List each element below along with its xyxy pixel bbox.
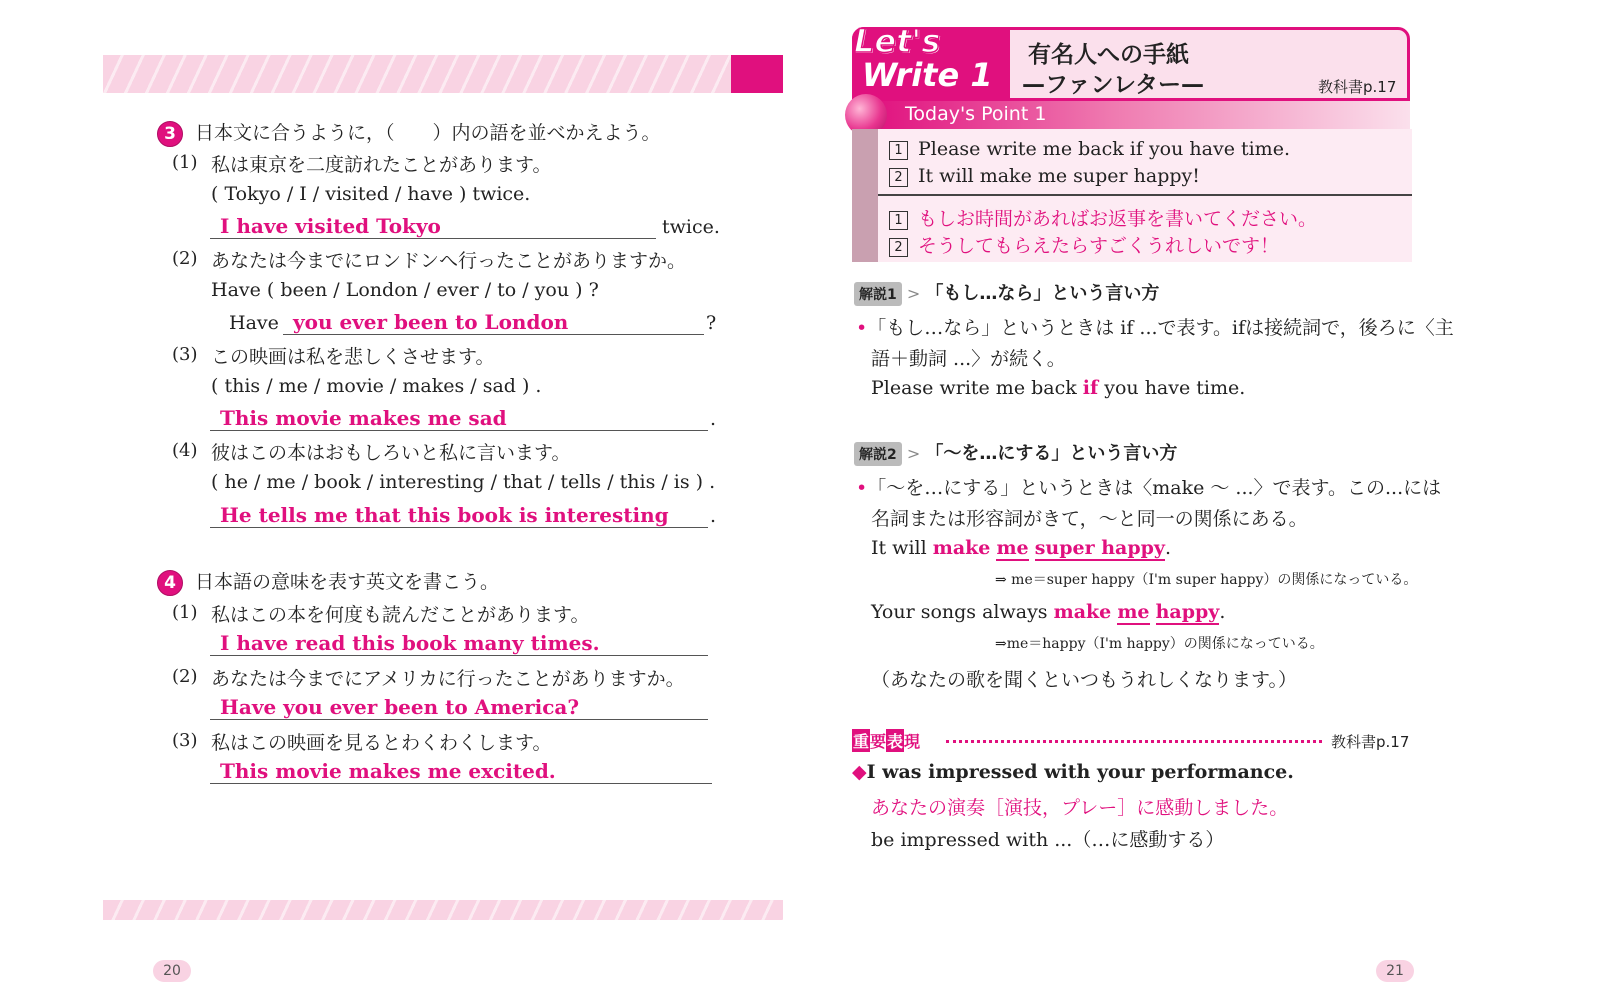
item-japanese: 私はこの映画を見るとわくわくします。 — [211, 732, 552, 754]
item-japanese: あなたは今までにアメリカに行ったことがありますか。 — [211, 668, 685, 690]
chevron-right-icon: > — [906, 444, 921, 463]
kaisetsu-2-bullet-cont: 名詞または形容詞がきて，～と同一の関係にある。 — [871, 508, 1308, 530]
answer-line — [283, 308, 704, 335]
item-japanese: 私はこの本を何度も読んだことがあります。 — [211, 604, 590, 626]
answer-line — [210, 757, 712, 784]
example-complement — [1035, 537, 1165, 561]
chevron-right-icon: > — [906, 284, 921, 303]
point-label: Today's Point 1 — [905, 103, 1047, 125]
kaisetsu-title: 「もし…なら」という言い方 — [925, 283, 1160, 304]
item-words: ( this / me / movie / makes / sad ) . — [211, 375, 542, 397]
point-sidebar — [852, 129, 878, 262]
item-words: Have ( been / London / ever / to / you ) ? — [211, 279, 599, 301]
important-sentence-text: I was impressed with your performance. — [866, 761, 1294, 783]
item-japanese: 彼はこの本はおもしろいと私に言います。 — [211, 442, 571, 464]
important-heading — [852, 729, 920, 752]
point-text: もしお時間があればお返事を書いてください。 — [918, 208, 1318, 230]
important-char: 現 — [904, 732, 921, 751]
lesson-logo-line1: Let's — [854, 22, 941, 60]
kaisetsu-title: 「～を…にする」という言い方 — [925, 443, 1178, 464]
example-text: Your songs always — [871, 601, 1054, 623]
page-number: 21 — [1376, 960, 1414, 982]
top-decor-band — [103, 55, 731, 93]
example-text: Please write me back — [871, 377, 1083, 399]
answer-line — [210, 629, 708, 656]
kaisetsu-2-translation: （あなたの歌を聞くといつもうれしくなります。） — [871, 669, 1297, 691]
important-japanese: あなたの演奏［演技，プレー］に感動しました。 — [871, 797, 1289, 819]
item-number: (3) — [172, 730, 198, 751]
item-japanese: あなたは今までにロンドンへ行ったことがありますか。 — [211, 250, 687, 272]
lesson-subtitle: —ファンレター— — [1022, 72, 1205, 98]
kaisetsu-2-note-1: ⇒ me＝super happy（I'm super happy）の関係になっている。 — [995, 572, 1418, 588]
point-divider — [878, 194, 1412, 196]
answer-text: Have you ever been to America? — [220, 695, 580, 719]
answer-text: He tells me that this book is interesting — [220, 503, 669, 527]
kaisetsu-2-example-2 — [871, 601, 1225, 623]
important-sentence — [852, 761, 1294, 783]
kaisetsu-tag: 解説2 — [854, 442, 902, 466]
diamond-icon: ◆ — [852, 761, 867, 783]
kaisetsu-1-heading — [854, 279, 1159, 306]
answer-line — [210, 212, 656, 239]
point-text: そうしてもらえたらすごくうれしいです！ — [918, 235, 1280, 257]
point-text: Please write me back if you have time. — [918, 138, 1290, 160]
example-complement — [1156, 601, 1220, 625]
answer-text: I have visited Tokyo — [220, 214, 441, 238]
answer-text: you ever been to London — [293, 310, 569, 334]
exercise-number: 3 — [157, 121, 183, 147]
important-dotted-rule — [946, 740, 1322, 743]
example-verb: make — [1053, 601, 1112, 623]
point-text: It will make me super happy! — [918, 165, 1200, 187]
kaisetsu-2-bullet — [856, 473, 1441, 500]
kaisetsu-1-bullet-cont: 語＋動詞 ...〉が続く。 — [871, 348, 1066, 370]
important-char: 重 — [852, 729, 870, 752]
example-text: you have time. — [1098, 377, 1246, 399]
kaisetsu-2-heading — [854, 439, 1177, 466]
point-number: 2 — [889, 238, 908, 257]
answer-suffix: ? — [706, 312, 717, 334]
example-text: It will — [871, 537, 933, 559]
answer-text: I have read this book many times. — [220, 631, 600, 655]
example-object — [996, 537, 1028, 561]
answer-line — [210, 501, 708, 528]
kaisetsu-tag: 解説1 — [854, 282, 902, 306]
answer-line — [210, 404, 708, 431]
example-complement-text: happy — [1155, 601, 1220, 623]
textbook-ref: 教科書p.17 — [1318, 78, 1397, 96]
answer-text: This movie makes me excited. — [220, 759, 556, 783]
item-words: ( Tokyo / I / visited / have ) twice. — [211, 183, 531, 205]
answer-prefix: Have — [229, 312, 279, 334]
item-japanese: 私は東京を二度訪れたことがあります。 — [211, 154, 552, 176]
point-number: 1 — [889, 211, 908, 230]
example-text: . — [1219, 601, 1226, 623]
example-object — [1117, 601, 1149, 625]
bullet-icon: • — [856, 477, 868, 499]
page-number: 20 — [153, 960, 191, 982]
important-phrase: be impressed with ...（…に感動する） — [871, 829, 1225, 851]
bullet-text: 「もし…なら」というときは if ...で表す。ifは接続詞で，後ろに〈主 — [867, 317, 1454, 339]
item-japanese: この映画は私を悲しくさせます。 — [211, 346, 495, 368]
exercise-4-header — [157, 567, 499, 596]
item-number: (2) — [172, 666, 198, 687]
top-magenta-block — [731, 55, 783, 93]
answer-suffix: . — [710, 408, 717, 430]
item-number: (1) — [172, 152, 198, 173]
example-highlight: if — [1082, 377, 1099, 399]
item-number: (1) — [172, 602, 198, 623]
lesson-title: 有名人への手紙 — [1028, 42, 1189, 68]
point-en-2 — [889, 165, 1200, 187]
answer-text: This movie makes me sad — [220, 406, 507, 430]
point-number: 2 — [889, 168, 908, 187]
point-en-1 — [889, 138, 1290, 160]
item-number: (4) — [172, 440, 198, 461]
answer-suffix: . — [710, 505, 717, 527]
exercise-number: 4 — [157, 570, 183, 596]
kaisetsu-2-note-2: ⇒me＝happy（I'm happy）の関係になっている。 — [995, 636, 1324, 652]
point-number: 1 — [889, 141, 908, 160]
kaisetsu-1-bullet — [856, 313, 1454, 340]
item-words: ( he / me / book / interesting / that / tells / this / is ) . — [211, 471, 716, 493]
example-object-text: me — [1117, 601, 1150, 623]
kaisetsu-1-example — [871, 377, 1245, 399]
bottom-decor-band — [103, 900, 783, 920]
important-ref: 教科書p.17 — [1331, 733, 1410, 751]
point-jp-2 — [889, 231, 1279, 258]
example-complement-text: super happy — [1034, 537, 1165, 559]
exercise-instruction: 日本文に合うように，（ ）内の語を並べかえよう。 — [195, 122, 661, 144]
item-number: (3) — [172, 344, 198, 365]
exercise-3-header — [157, 118, 661, 147]
bullet-icon: • — [856, 317, 868, 339]
example-object-text: me — [996, 537, 1029, 559]
example-text: . — [1164, 537, 1171, 559]
important-char: 要 — [870, 732, 887, 751]
answer-line — [210, 693, 708, 720]
lesson-logo-line2: Write 1 — [862, 56, 993, 94]
exercise-instruction: 日本語の意味を表す英文を書こう。 — [195, 571, 500, 593]
answer-suffix: twice. — [662, 216, 720, 238]
example-verb: make — [932, 537, 991, 559]
point-jp-1 — [889, 204, 1317, 231]
item-number: (2) — [172, 248, 198, 269]
bullet-text: 「～を…にする」というときは〈make ～ ...〉で表す。この...には — [867, 477, 1442, 499]
important-char: 表 — [886, 729, 904, 752]
kaisetsu-2-example-1 — [871, 537, 1171, 559]
